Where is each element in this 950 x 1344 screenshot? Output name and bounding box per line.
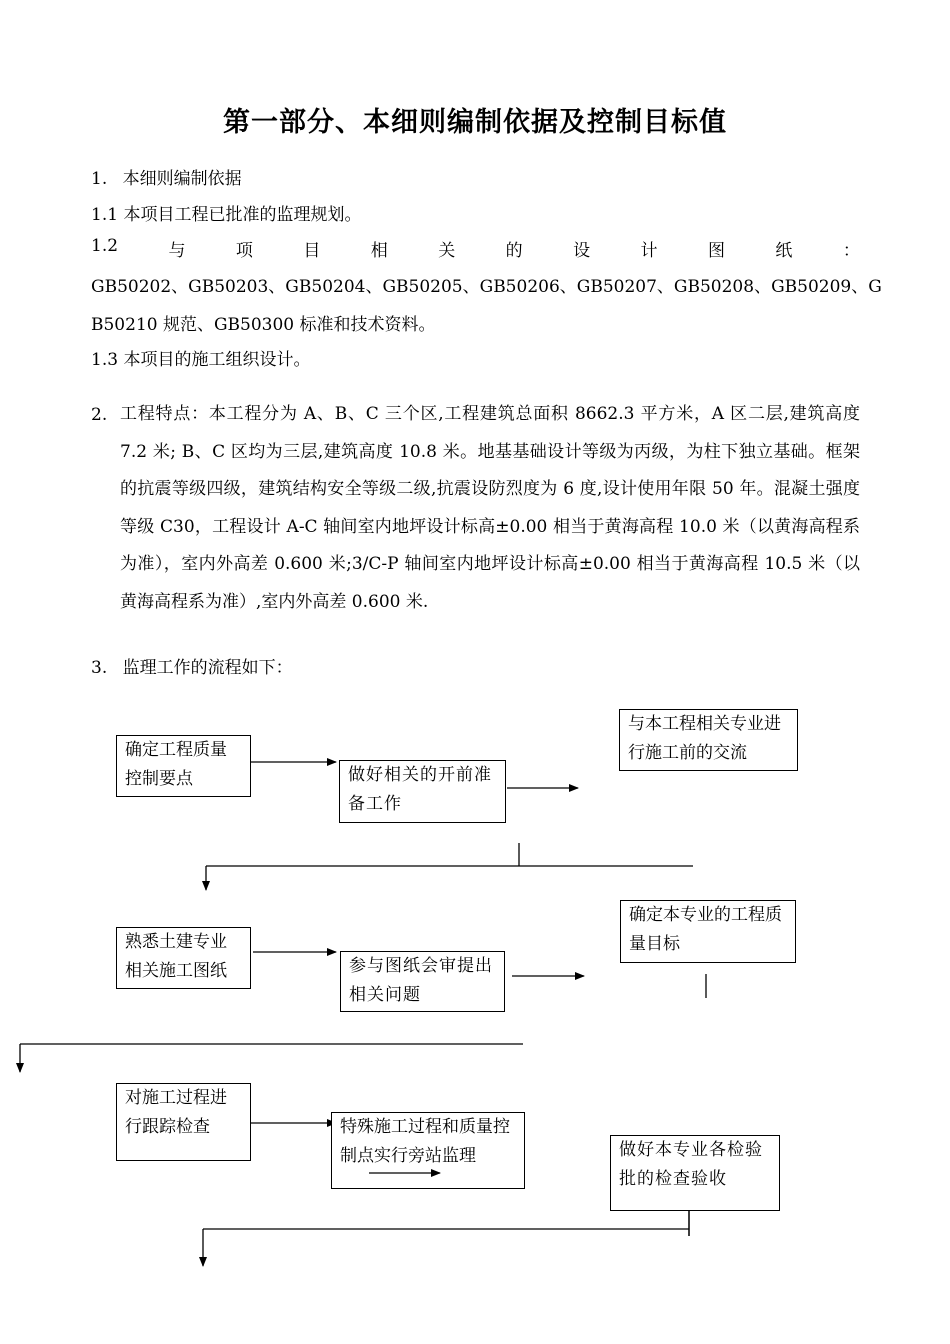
section-3-number: 3.	[91, 658, 108, 678]
item-1-2-part: 相	[370, 241, 388, 261]
item-1-3: 1.3 本项目的施工组织设计。	[91, 350, 311, 370]
flow-box-pre-construction-exchange: 与本工程相关专业进行施工前的交流	[619, 709, 798, 771]
item-1-2-part: 图	[707, 241, 725, 261]
flow-box-process-tracking: 对施工过程进行跟踪检查	[116, 1083, 251, 1161]
flow-box-preparation: 做好相关的开前准备工作	[339, 760, 506, 823]
flow-box-side-station-supervision: 特殊施工过程和质量控制点实行旁站监理	[331, 1112, 525, 1189]
flow-box-inspection-acceptance: 做好本专业各检验批的检查验收	[610, 1135, 780, 1211]
item-1-2-part: 1.2	[91, 236, 119, 256]
item-1-2-line-2: GB50202、GB50203、GB50204、GB50205、GB50206、GB50207、GB50208、GB50209、G	[91, 277, 882, 297]
item-1-2-part: 的	[505, 241, 523, 261]
section-3-title: 监理工作的流程如下：	[122, 658, 293, 678]
section-2-text: 工程特点：本工程分为 A、B、C 三个区,工程建筑总面积 8662.3 平方米，A 区二层,建筑高度 7.2 米; B、C 区均为三层,建筑高度 10.8 米。地基基础设计等级为丙级，为柱下独立基础。框架的抗震等级四级，建筑结构安全等级二级,抗震设防烈度为 6 度,设计使用年限 50 年。混凝土强度等级 C30，工程设计 A-C 轴间室内地坪设计标高±0.00 相当于黄海高程 10.0 米（以黄海高程系为准），室内外高差 0.600 米;3/C-P 轴间室内地坪设计标高±0.00 相当于黄海高程 10.5 米（以黄海高程系为准）,室内外高差 0.600 米.	[120, 404, 860, 612]
item-1-2-part: 关	[438, 241, 456, 261]
item-1-2-part: ：	[842, 241, 860, 261]
flow-box-familiarize-drawings: 熟悉土建专业相关施工图纸	[116, 927, 251, 989]
page-title: 第一部分、本细则编制依据及控制目标值	[223, 107, 727, 138]
item-1-2-part: 设	[573, 241, 591, 261]
section-1-title: 本细则编制依据	[122, 169, 242, 189]
section-2-number: 2.	[91, 405, 108, 425]
flow-box-drawing-review: 参与图纸会审提出相关问题	[340, 951, 505, 1012]
item-1-2-part: 计	[640, 241, 658, 261]
item-1-2-part: 纸	[775, 241, 793, 261]
item-1-2-part: 与	[168, 241, 186, 261]
item-1-2-line-3: B50210 规范、GB50300 标准和技术资料。	[91, 315, 436, 335]
section-1-number: 1.	[91, 169, 108, 189]
item-1-1: 1.1 本项目工程已批准的监理规划。	[91, 205, 362, 225]
flow-box-quality-control-points: 确定工程质量控制要点	[116, 735, 251, 797]
item-1-2-part: 项	[235, 241, 253, 261]
flow-box-quality-target: 确定本专业的工程质量目标	[620, 900, 796, 963]
item-1-2-part: 目	[303, 241, 321, 261]
